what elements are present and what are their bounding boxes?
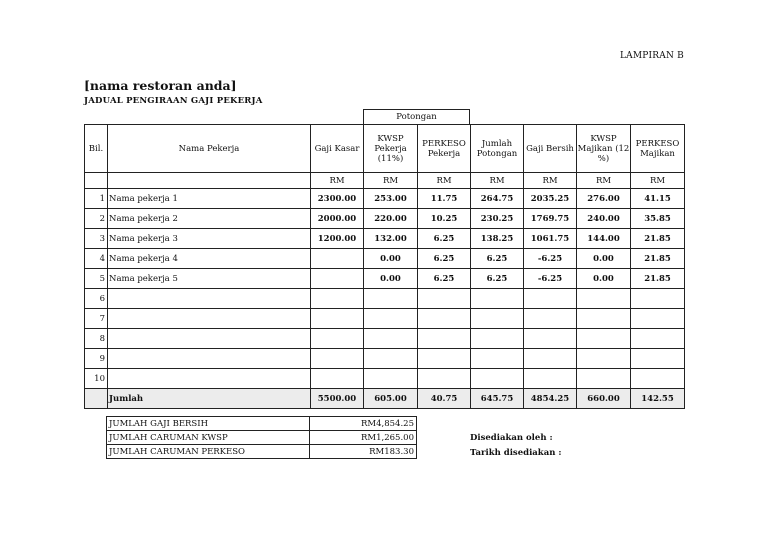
unit-cell: RM <box>577 173 631 189</box>
summary-amount: RM183.30 <box>310 445 417 459</box>
employee-name: Nama pekerja 1 <box>108 189 311 209</box>
cell-gross: 2000.00 <box>311 209 364 229</box>
cell-kwsp-er <box>577 369 631 389</box>
total-perkeso-emp: 40.75 <box>418 389 471 409</box>
cell-kwsp-emp <box>364 289 418 309</box>
cell-kwsp-emp: 0.00 <box>364 249 418 269</box>
total-kwsp-er: 660.00 <box>577 389 631 409</box>
restaurant-name: [nama restoran anda] <box>84 78 237 93</box>
unit-cell: RM <box>418 173 471 189</box>
row-number: 5 <box>85 269 108 289</box>
total-row <box>85 389 685 409</box>
summary-row <box>107 445 417 459</box>
cell-kwsp-emp <box>364 329 418 349</box>
cell-perkeso-emp: 6.25 <box>418 249 471 269</box>
cell-perkeso-er <box>631 289 685 309</box>
employee-name: Nama pekerja 2 <box>108 209 311 229</box>
cell-kwsp-er: 144.00 <box>577 229 631 249</box>
row-number: 6 <box>85 289 108 309</box>
cell-total-ded <box>471 309 524 329</box>
employee-name: Nama pekerja 5 <box>108 269 311 289</box>
cell-perkeso-er: 41.15 <box>631 189 685 209</box>
cell-perkeso-emp <box>418 349 471 369</box>
cell-perkeso-emp <box>418 289 471 309</box>
row-number: 7 <box>85 309 108 329</box>
cell-perkeso-emp <box>418 309 471 329</box>
cell-kwsp-er <box>577 309 631 329</box>
cell-gross: 2300.00 <box>311 189 364 209</box>
total-label: Jumlah <box>108 389 311 409</box>
cell-kwsp-emp <box>364 369 418 389</box>
header-gross: Gaji Kasar <box>311 125 364 173</box>
cell-total-ded: 230.25 <box>471 209 524 229</box>
header-kwsp-employee: KWSP Pekerja (11%) <box>364 125 418 173</box>
cell-net: 2035.25 <box>524 189 577 209</box>
document-title: JADUAL PENGIRAAN GAJI PEKERJA <box>84 96 263 106</box>
cell-perkeso-er: 35.85 <box>631 209 685 229</box>
cell-perkeso-emp: 6.25 <box>418 229 471 249</box>
units-row <box>85 173 685 189</box>
cell-total-ded <box>471 329 524 349</box>
cell-net: 1061.75 <box>524 229 577 249</box>
cell-perkeso-er: 21.85 <box>631 269 685 289</box>
cell-gross: 1200.00 <box>311 229 364 249</box>
total-perkeso-er: 142.55 <box>631 389 685 409</box>
prepared-date-label: Tarikh disediakan : <box>470 448 562 458</box>
cell-net <box>524 369 577 389</box>
cell-net: 1769.75 <box>524 209 577 229</box>
cell-gross <box>311 269 364 289</box>
row-number: 8 <box>85 329 108 349</box>
cell-gross <box>311 369 364 389</box>
employee-name <box>108 309 311 329</box>
cell-gross <box>311 329 364 349</box>
employee-name <box>108 349 311 369</box>
employee-name <box>108 369 311 389</box>
table-row <box>85 249 685 269</box>
unit-cell-empty <box>108 173 311 189</box>
summary-row <box>107 431 417 445</box>
header-row <box>85 125 685 173</box>
cell-perkeso-emp <box>418 329 471 349</box>
header-name: Nama Pekerja <box>108 125 311 173</box>
cell-total-ded: 138.25 <box>471 229 524 249</box>
summary-row <box>107 417 417 431</box>
cell-gross <box>311 249 364 269</box>
table-row <box>85 289 685 309</box>
cell-total-ded: 264.75 <box>471 189 524 209</box>
cell-kwsp-er <box>577 329 631 349</box>
cell-net: -6.25 <box>524 269 577 289</box>
cell-net: -6.25 <box>524 249 577 269</box>
cell-kwsp-emp: 132.00 <box>364 229 418 249</box>
cell-kwsp-emp: 220.00 <box>364 209 418 229</box>
total-gross: 5500.00 <box>311 389 364 409</box>
cell-perkeso-er <box>631 309 685 329</box>
annex-label: LAMPIRAN B <box>620 51 684 61</box>
cell-total-ded: 6.25 <box>471 269 524 289</box>
cell-total-ded <box>471 369 524 389</box>
summary-label: JUMLAH GAJI BERSIH <box>107 417 310 431</box>
cell-net <box>524 289 577 309</box>
cell-total-ded <box>471 289 524 309</box>
cell-kwsp-er <box>577 289 631 309</box>
summary-label: JUMLAH CARUMAN PERKESO <box>107 445 310 459</box>
row-number: 10 <box>85 369 108 389</box>
row-number: 2 <box>85 209 108 229</box>
cell-gross <box>311 309 364 329</box>
cell-kwsp-er <box>577 349 631 369</box>
header-perkeso-employer: PERKESO Majikan <box>631 125 685 173</box>
table-row <box>85 349 685 369</box>
cell-perkeso-emp: 11.75 <box>418 189 471 209</box>
employee-name <box>108 329 311 349</box>
cell-perkeso-er <box>631 329 685 349</box>
table-row <box>85 329 685 349</box>
cell-kwsp-er: 276.00 <box>577 189 631 209</box>
row-number: 4 <box>85 249 108 269</box>
table-row <box>85 189 685 209</box>
total-total-ded: 645.75 <box>471 389 524 409</box>
table-row <box>85 309 685 329</box>
unit-cell: RM <box>471 173 524 189</box>
unit-cell: RM <box>524 173 577 189</box>
cell-gross <box>311 289 364 309</box>
table-row <box>85 369 685 389</box>
employee-name: Nama pekerja 4 <box>108 249 311 269</box>
unit-cell: RM <box>631 173 685 189</box>
total-net: 4854.25 <box>524 389 577 409</box>
employee-name: Nama pekerja 3 <box>108 229 311 249</box>
cell-net <box>524 309 577 329</box>
employee-name <box>108 289 311 309</box>
summary-amount: RM4,854.25 <box>310 417 417 431</box>
cell-total-ded: 6.25 <box>471 249 524 269</box>
summary-amount: RM1,265.00 <box>310 431 417 445</box>
total-kwsp-emp: 605.00 <box>364 389 418 409</box>
header-net: Gaji Bersih <box>524 125 577 173</box>
unit-cell-empty <box>85 173 108 189</box>
row-number: 9 <box>85 349 108 369</box>
cell-perkeso-er: 21.85 <box>631 229 685 249</box>
unit-cell: RM <box>311 173 364 189</box>
prepared-by-label: Disediakan oleh : <box>470 433 553 443</box>
header-perkeso-employee: PERKESO Pekerja <box>418 125 471 173</box>
header-kwsp-employer: KWSP Majikan (12 %) <box>577 125 631 173</box>
row-number: 1 <box>85 189 108 209</box>
cell-total-ded <box>471 349 524 369</box>
cell-perkeso-er <box>631 369 685 389</box>
cell-perkeso-er: 21.85 <box>631 249 685 269</box>
cell-kwsp-emp: 0.00 <box>364 269 418 289</box>
cell-kwsp-er: 0.00 <box>577 269 631 289</box>
header-total-deduction: Jumlah Potongan <box>471 125 524 173</box>
cell-perkeso-emp: 10.25 <box>418 209 471 229</box>
cell-net <box>524 329 577 349</box>
table-row <box>85 229 685 249</box>
total-empty <box>85 389 108 409</box>
cell-kwsp-emp <box>364 349 418 369</box>
row-number: 3 <box>85 229 108 249</box>
deductions-group-header: Potongan <box>363 109 470 124</box>
header-bil: Bil. <box>85 125 108 173</box>
cell-net <box>524 349 577 369</box>
unit-cell: RM <box>364 173 418 189</box>
cell-kwsp-er: 0.00 <box>577 249 631 269</box>
salary-table <box>84 124 685 409</box>
cell-perkeso-emp: 6.25 <box>418 269 471 289</box>
cell-perkeso-emp <box>418 369 471 389</box>
table-row <box>85 209 685 229</box>
cell-kwsp-emp <box>364 309 418 329</box>
cell-gross <box>311 349 364 369</box>
summary-table <box>106 416 417 459</box>
cell-kwsp-er: 240.00 <box>577 209 631 229</box>
cell-perkeso-er <box>631 349 685 369</box>
cell-kwsp-emp: 253.00 <box>364 189 418 209</box>
table-row <box>85 269 685 289</box>
summary-label: JUMLAH CARUMAN KWSP <box>107 431 310 445</box>
